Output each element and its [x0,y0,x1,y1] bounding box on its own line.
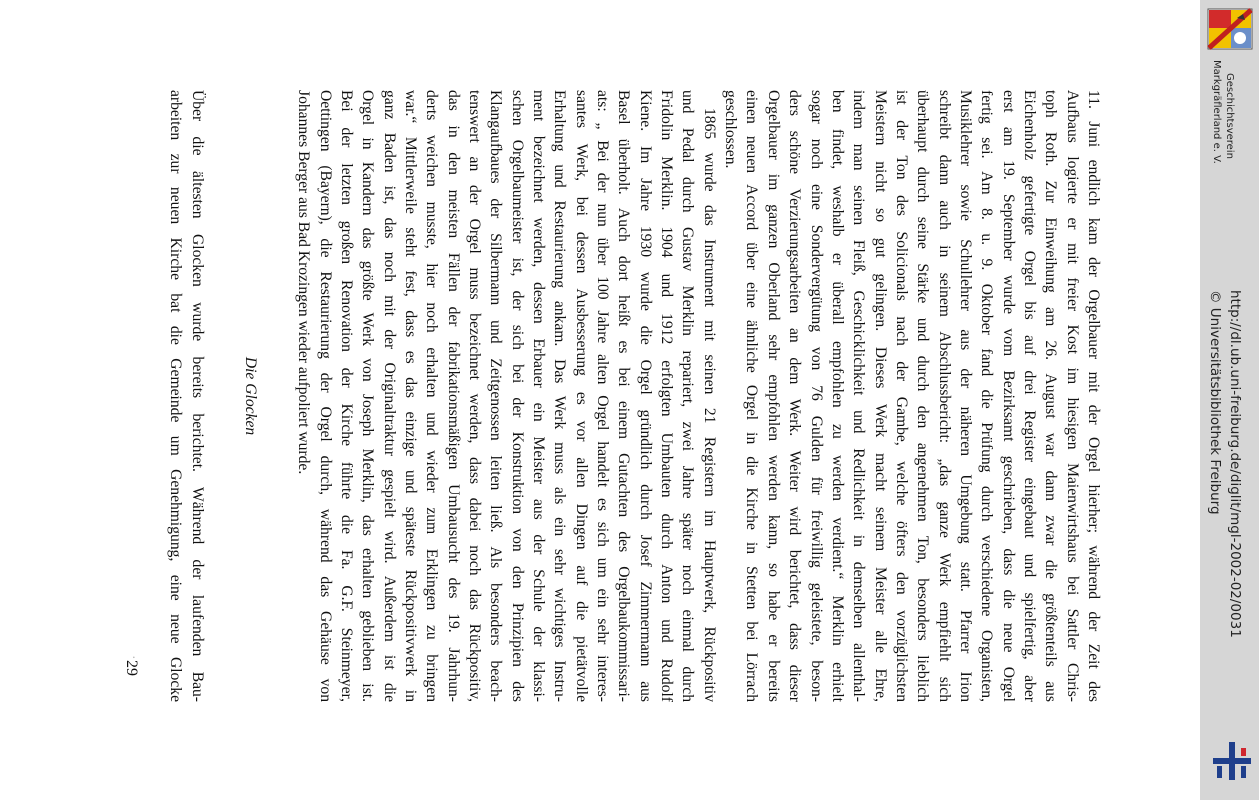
text-line: derts weichen musste, hier noch erhalten und wieder zum Erklingen zu bringen [423,90,441,702]
society-name-line2: Markgräflerland e. V. [1211,60,1222,164]
text-line: ats: „ Bei der nun über 100 Jahre alten Orgel handelt es sich um ein sehr interes- [594,90,612,702]
page-number: 29 [123,660,140,676]
text-line: ment bezeichnet werden, dessen Erbauer ein Meister aus der Schule der klassi- [530,90,548,702]
text-line: schreibt dann auch in seinem Abschlussbericht: „das ganze Werk empfiehlt sich [935,90,953,702]
text-line: sogar noch eine Sondervergütung von 76 Gulden für freiwillig geleistete, beson- [807,90,825,702]
text-line: 1865 wurde das Instrument mit seinen 21 Registern im Hauptwerk, Rückpositiv [700,108,718,702]
text-line: Über die ältesten Glocken wurde bereits berichtet. Während der laufenden Bau- [188,90,206,702]
text-line: santes Werk, bei dessen Ausbesserung es vor allen Dingen auf die pietätvolle [572,90,590,702]
text-line: war.“ Mittlerweile steht fest, dass es das einzige und späteste Rückpositivwerk in [402,90,419,702]
text-line: und Pedal durch Gustav Merklin repariert, zwei Jahre später noch einmal durch [679,90,697,702]
text-line: Erhaltung und Restaurierung ankam. Das Werk muss als ein sehr wichtiges Instru- [551,90,569,702]
text-line: erst am 19. September wurde vom Bezirksamt geschrieben, dass die neue Orgel [999,90,1017,702]
text-line: ben findet, weshalb er überall empfohlen zu werden verdient.“ Merklin erhielt [828,90,846,702]
text-line: toph Roth. Zur Einweihung am 26. August war dann zwar die größtenteils aus [1042,90,1060,702]
text-line: Bei der letzten großen Renovation der Kirche führte die Fa. G.F. Steinmeyer, [337,90,355,702]
text-line: Fridolin Merklin. 1904 und 1912 erfolgten Umbauten durch Anton und Rudolf [658,90,676,702]
copyright-text: © Universitätsbibliothek Freiburg [1207,290,1223,515]
text-line: 11. Juni endlich kam der Orgelbauer mit der Orgel hierher; während der Zeit des [1085,90,1102,702]
text-line: tenswert an der Orgel muss bezeichnet werden, dass dabei noch das Rückpositiv, [466,90,484,702]
text-line: indem man seinen Fleiß, Geschicklichkeit und Redlichkeit in demselben allenthal- [850,90,868,702]
text-line: Orgel in Kandern das größte Werk von Joseph Merklin, das erhalten geblieben ist. [359,90,377,702]
text-line: Musiklehrer sowie Schullehrer aus der näheren Umgebung statt. Pfarrer Irion [956,90,974,702]
text-line: geschlossen. [722,90,740,169]
text-line: schen Orgelbaumeister ist, der sich bei der Konstruktion von den Prinzipien des [508,90,526,702]
text-line: Aufbaus logierte er mit freier Kost im hiesigen Maienwirtshaus bei Sattler Chris- [1063,90,1081,702]
university-library-logo-icon [1211,740,1253,782]
text-line: das in den meisten Fällen der fabrikationsmäßigen Umbausucht des 19. Jahrhun- [444,90,462,702]
text-line: Eichenholz gefertigte Orgel bis auf drei Register eingebaut und spielfertig, aber [1020,90,1038,702]
sidebar-rotated [1200,0,1259,800]
text-line: fertig sei. Am 8. u. 9. Oktober fand die Prüfung durch verschiedene Organisten, [978,90,996,702]
text-line: arbeiten zur neuen Kirche bat die Gemeinde um Genehmigung, eine neue Glocke [167,90,185,702]
text-line: Johannes Berger aus Bad Krozingen wieder aufpoliert wurde. [295,90,313,475]
society-name-line1: Geschichtsverein [1224,73,1235,159]
text-line: Kiene. Im Jahre 1930 wurde die Orgel gründlich durch Josef Zimmermann aus [636,90,654,702]
document-text [165,90,1200,702]
text-line: Klangaufbaues der Silbermann und Zeitgenossen leiten ließ. Als besonders beach- [487,90,505,702]
text-line: ist der Ton des Solicionals nach der Gambe, welche öfters den vorzüglichsten [892,90,910,702]
source-url-link[interactable]: http://dl.ub.uni-freiburg.de/diglit/mgl-2002-02/0031 [1227,290,1243,638]
text-line: Meistern nicht so gut gelingen. Dieses Werk macht seinem Meister alle Ehre, [871,90,889,702]
society-crest-icon [1207,8,1253,50]
page-number-mark: · [125,655,140,660]
text-line: überhaupt durch seine Stärke und durch den angenehmen Ton, besonders lieblich [914,90,932,702]
sidebar-strip [1200,0,1259,800]
text-line: Orgelbauer im ganzen Oberland sehr empfohlen werden kann, so habe er bereits [764,90,782,702]
text-line: ganz Baden ist, das noch mit der Originaltraktur gespielt wird. Außerdem ist die [380,90,398,702]
text-line: Basel überholt. Auch dort heißt es bei einem Gutachten des Orgelbaukommissari- [615,90,633,702]
section-heading: Die Glocken [241,356,259,436]
text-line: Oettingen (Bayern), die Restaurierung der Orgel durch, während das Gehäuse von [316,90,334,702]
text-line: einen neuen Accord über eine ähnliche Orgel in die Kirche in Stetten bei Lörrach [743,90,761,702]
text-line: ders schöne Verzierungsarbeiten an dem Werk. Weiter wird berichtet, dass dieser [786,90,804,702]
